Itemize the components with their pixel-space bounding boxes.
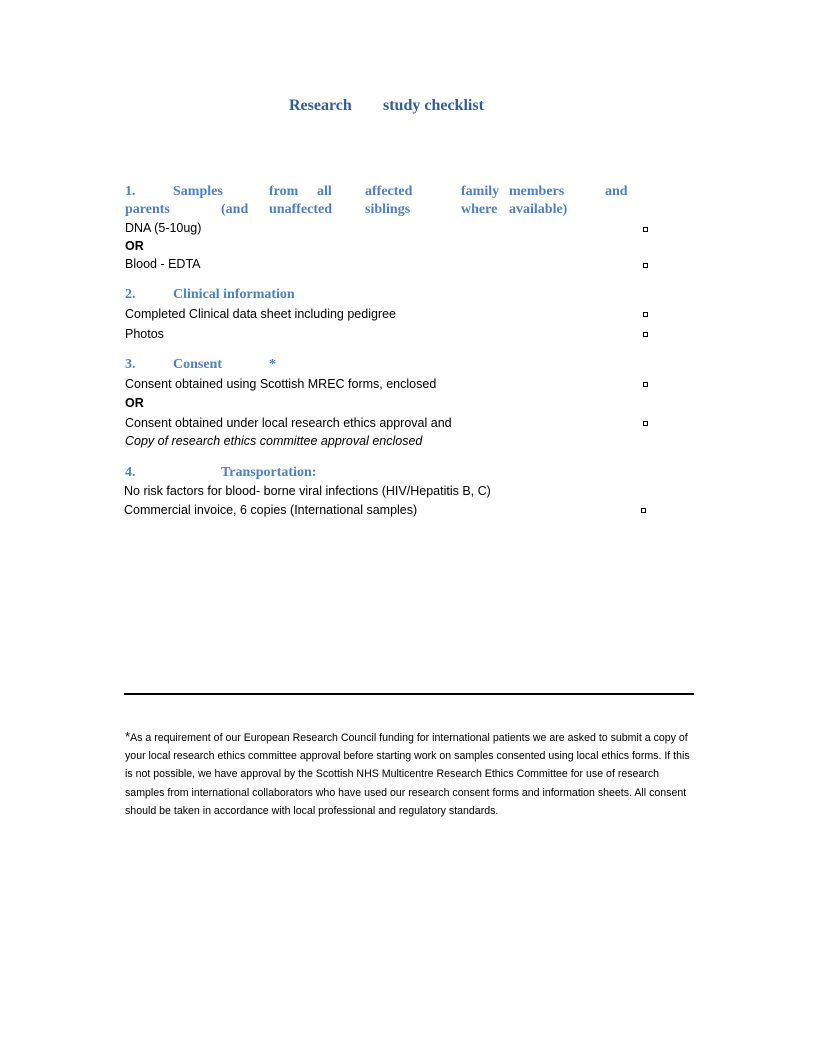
section-4-number: 4. (125, 465, 136, 480)
item-commercial-invoice: Commercial invoice, 6 copies (International samples) (124, 503, 418, 517)
item-photos: Photos (125, 327, 164, 341)
section-1-word: unaffected (269, 202, 332, 217)
section-1-word: siblings (365, 202, 411, 217)
section-2-number: 2. (125, 287, 136, 302)
item-ethics-copy: Copy of research ethics committee approval enclosed (125, 434, 423, 448)
or-label: OR (125, 239, 144, 253)
footnote (125, 728, 700, 820)
section-1-word: all (317, 184, 332, 199)
section-1-word: where (461, 202, 498, 217)
section-2-title: Clinical information (173, 287, 295, 302)
checkbox-commercial-invoice[interactable] (641, 508, 646, 513)
section-3-number: 3. (125, 357, 136, 372)
item-risk-factors: No risk factors for blood- borne viral infections (HIV/Hepatitis B, C) (124, 484, 491, 498)
section-1-word: parents (125, 202, 170, 217)
section-1-word: and (605, 184, 628, 199)
or-label: OR (125, 396, 144, 410)
checkbox-dna[interactable] (643, 227, 648, 232)
checkbox-clinical-data-sheet[interactable] (643, 312, 648, 317)
section-1-word: from (269, 184, 299, 199)
checkbox-consent-local[interactable] (643, 421, 648, 426)
section-1-word: available) (509, 202, 568, 217)
footnote-star: * (125, 729, 131, 744)
section-1-word: affected (365, 184, 413, 199)
checkbox-photos[interactable] (643, 332, 648, 337)
checkbox-blood-edta[interactable] (643, 263, 648, 268)
item-consent-local: Consent obtained under local research ethics approval and (125, 416, 452, 430)
item-blood-edta: Blood - EDTA (125, 257, 201, 271)
section-3-footnote-star: * (269, 357, 276, 372)
footnote-text: As a requirement of our European Research Council funding for international patients we are asked to submit a copy of your local research ethics committee approval before starting work on samples consented using local ethics forms. If this is not possible, we have approval by the Scottish NHS Multicentre Research Ethics Committee for use of research samples from international collaborators who have used our research consent forms and information sheets. All consent should be taken in accordance with local professional and regulatory standards. (125, 732, 690, 817)
section-1-word: Samples (173, 184, 223, 199)
item-dna: DNA (5-10ug) (125, 221, 202, 235)
section-4-title: Transportation: (221, 465, 317, 480)
checkbox-consent-mrec[interactable] (643, 382, 648, 387)
item-consent-mrec: Consent obtained using Scottish MREC forms, enclosed (125, 377, 437, 391)
title-word-study-checklist: study checklist (383, 97, 484, 114)
title-word-research: Research (289, 97, 352, 114)
section-3-title: Consent (173, 357, 223, 372)
section-1-number: 1. (125, 184, 136, 199)
section-1-word: (and (221, 202, 249, 217)
footnote-divider (124, 693, 694, 695)
section-1-word: members (509, 184, 565, 199)
item-clinical-data-sheet: Completed Clinical data sheet including pedigree (125, 307, 397, 321)
section-1-word: family (461, 184, 500, 199)
